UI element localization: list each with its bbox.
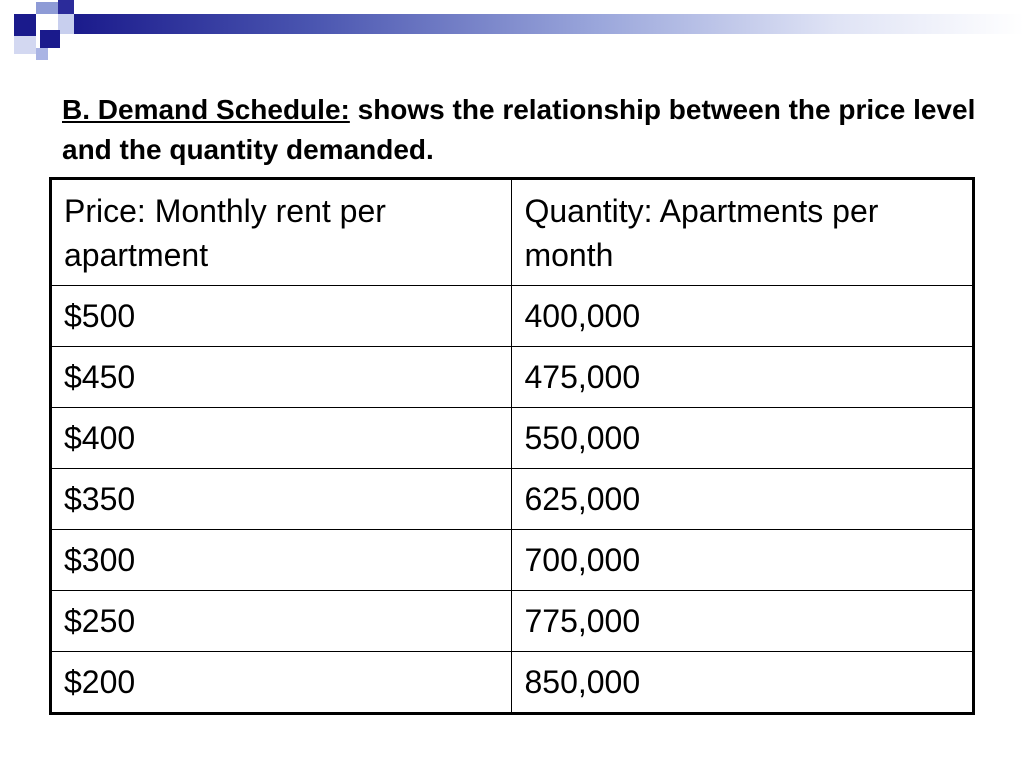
table-row	[51, 530, 974, 591]
decorative-square	[40, 30, 60, 48]
quantity-cell: 400,000	[512, 286, 974, 347]
quantity-cell: 775,000	[512, 591, 974, 652]
decorative-gradient-bar	[74, 14, 1024, 34]
price-cell: $300	[51, 530, 512, 591]
table-row	[51, 347, 974, 408]
header-price: Price: Monthly rent per apartment	[51, 179, 512, 286]
quantity-cell: 475,000	[512, 347, 974, 408]
quantity-cell: 625,000	[512, 469, 974, 530]
table-row	[51, 469, 974, 530]
decorative-square	[14, 36, 36, 54]
price-cell: $500	[51, 286, 512, 347]
table-row	[51, 652, 974, 714]
decorative-square	[58, 0, 74, 14]
decorative-square	[36, 2, 58, 14]
table-row	[51, 286, 974, 347]
decorative-square	[36, 48, 48, 60]
table-row	[51, 591, 974, 652]
price-cell: $200	[51, 652, 512, 714]
slide-heading	[62, 90, 982, 170]
heading-description: shows the relationship between the price level and the quantity demanded.	[62, 94, 976, 165]
heading-term: B. Demand Schedule:	[62, 94, 350, 125]
quantity-cell: 850,000	[512, 652, 974, 714]
price-cell: $450	[51, 347, 512, 408]
price-cell: $400	[51, 408, 512, 469]
header-quantity: Quantity: Apartments per month	[512, 179, 974, 286]
price-cell: $250	[51, 591, 512, 652]
quantity-cell: 550,000	[512, 408, 974, 469]
demand-schedule-table	[49, 177, 975, 715]
table-header-row	[51, 179, 974, 286]
table-row	[51, 408, 974, 469]
price-cell: $350	[51, 469, 512, 530]
quantity-cell: 700,000	[512, 530, 974, 591]
decorative-square	[14, 14, 36, 36]
